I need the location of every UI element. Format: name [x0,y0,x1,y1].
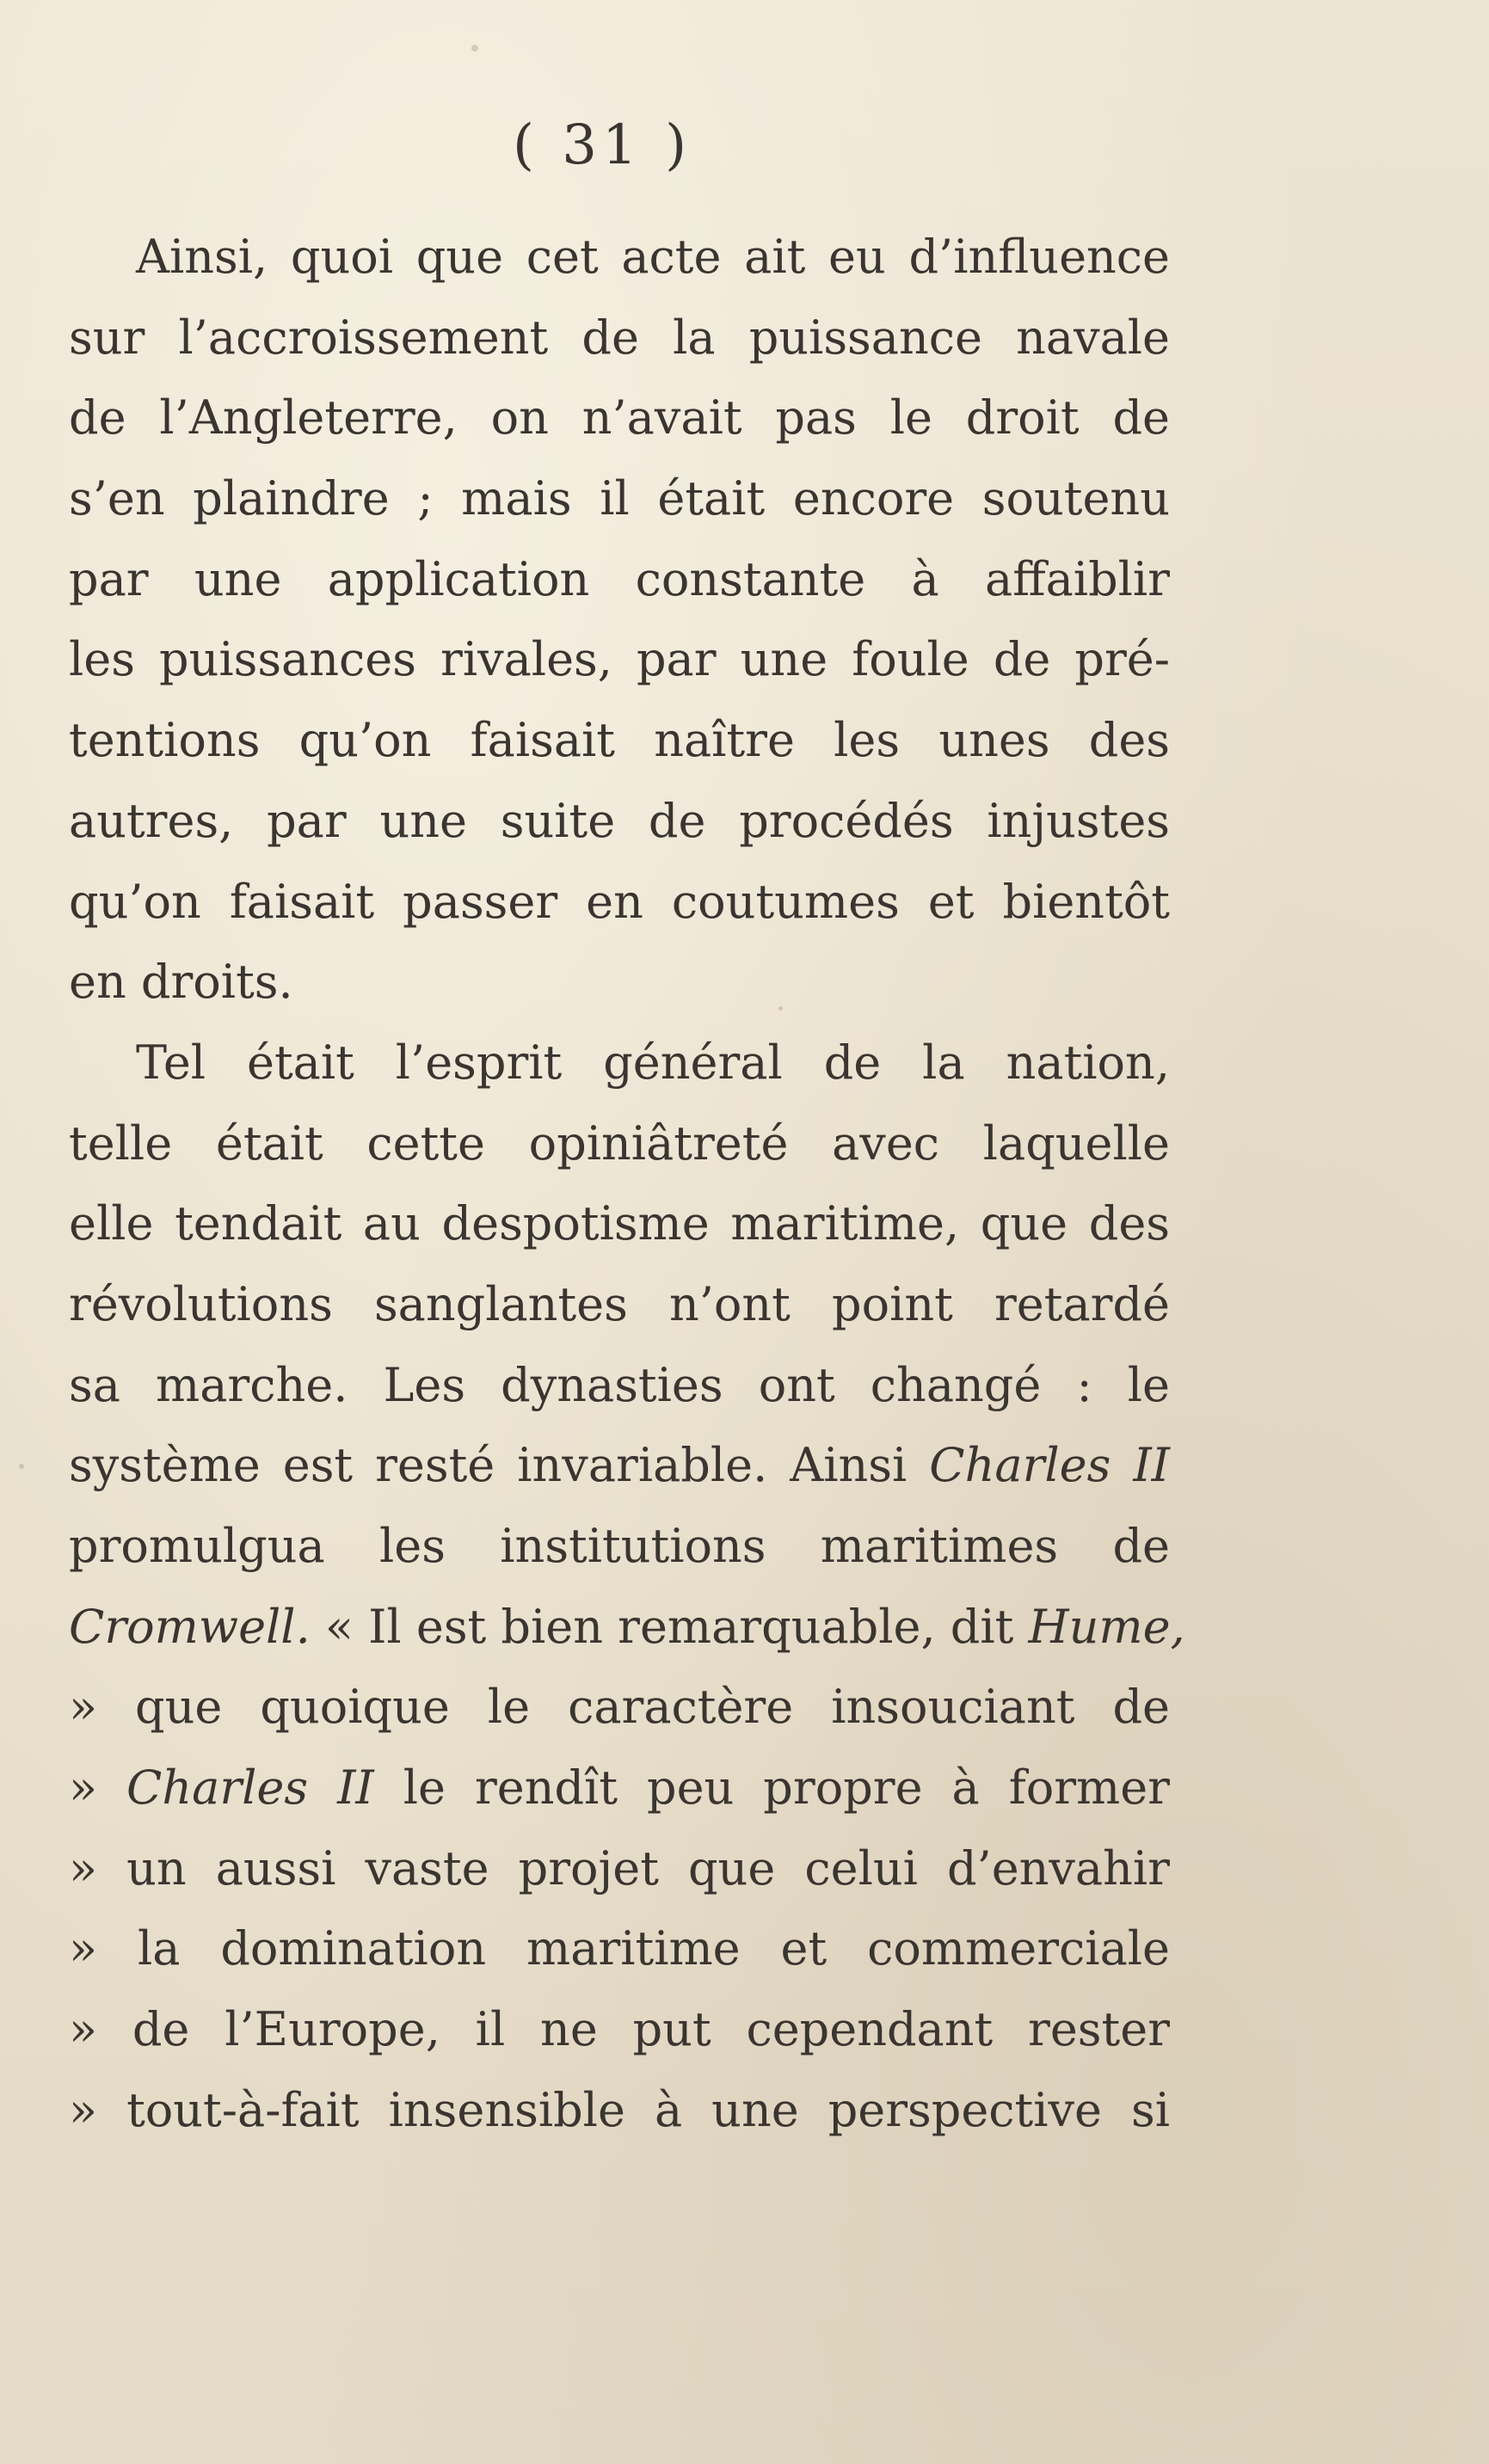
text-segment: sur l’accroissement de la puissance navale [69,310,1170,365]
text-segment: » que quoique le caractère insouciant de [69,1680,1170,1735]
text-line [69,1506,1170,1587]
ink-spot [471,45,478,52]
text-segment: telle était cette opiniâtreté avec laquelle [69,1115,1170,1171]
text-segment: » tout-à-fait insensible à une perspective si [69,2082,1170,2137]
text-segment: » [69,1760,127,1816]
text-segment: s’en plaindre ; mais il était encore soutenu [69,471,1170,526]
text-segment: en droits. [69,955,293,1010]
person-name-italic: Charles II [126,1760,374,1816]
page-number: ( 31 ) [512,114,692,177]
text-line [69,1425,1170,1506]
text-segment: les puissances rivales, par une foule de pré- [69,632,1170,687]
text-segment: révolutions sanglantes n’ont point retardé [69,1276,1170,1331]
text-line [69,2070,1170,2151]
ink-spot [19,1464,24,1469]
text-segment: » de l’Europe, il ne put cependant rester [69,2002,1170,2057]
text-line [69,781,1170,862]
text-segment: par une application constante à affaiblir [69,551,1170,606]
text-line [69,1587,1185,1668]
text-segment: autres, par une suite de procédés injustes [69,793,1170,848]
text-line [69,1828,1170,1909]
text-segment: « Il est bien remarquable, dit [310,1599,1029,1654]
person-name-italic: Hume, [1028,1599,1185,1654]
paragraph-2 [69,1023,1185,2151]
text-line [69,1264,1170,1345]
text-line [69,217,1170,298]
text-segment: tentions qu’on faisait naître les unes des [69,713,1170,768]
text-line [69,458,1170,539]
text-segment: Tel était l’esprit général de la nation, [136,1035,1170,1090]
text-segment: Ainsi, quoi que cet acte ait eu d’influence [136,230,1170,284]
text-line [69,378,1170,458]
text-segment: de l’Angleterre, on n’avait pas le droit de [69,390,1170,445]
text-line [69,942,1170,1023]
text-line [69,1023,1170,1103]
text-line [69,1667,1170,1748]
text-segment: sa marche. Les dynasties ont changé : le [69,1357,1170,1412]
text-segment: » un aussi vaste projet que celui d’envahir [69,1840,1170,1896]
text-line [69,1748,1170,1828]
text-line [69,700,1170,781]
person-name-italic: Charles II [929,1438,1170,1493]
text-segment: qu’on faisait passer en coutumes et bientôt [69,874,1170,929]
text-segment: système est resté invariable. Ainsi [69,1438,930,1493]
text-line [69,619,1170,700]
text-line [69,539,1170,620]
text-line [69,1345,1170,1426]
text-segment: » la domination maritime et commerciale [69,1921,1170,1976]
person-name-italic: Cromwell. [69,1599,311,1654]
text-line [69,1908,1170,1989]
paragraph-1 [69,217,1170,1023]
text-line [69,862,1170,943]
text-segment: promulgua les institutions maritimes de [69,1519,1170,1573]
text-line [69,1103,1170,1184]
text-line [69,1989,1170,2070]
text-line [69,298,1170,378]
text-segment: elle tendait au despotisme maritime, que des [69,1196,1170,1251]
text-line [69,1183,1170,1264]
body-text [69,217,1185,2151]
text-segment: le rendît peu propre à former [373,1760,1170,1816]
